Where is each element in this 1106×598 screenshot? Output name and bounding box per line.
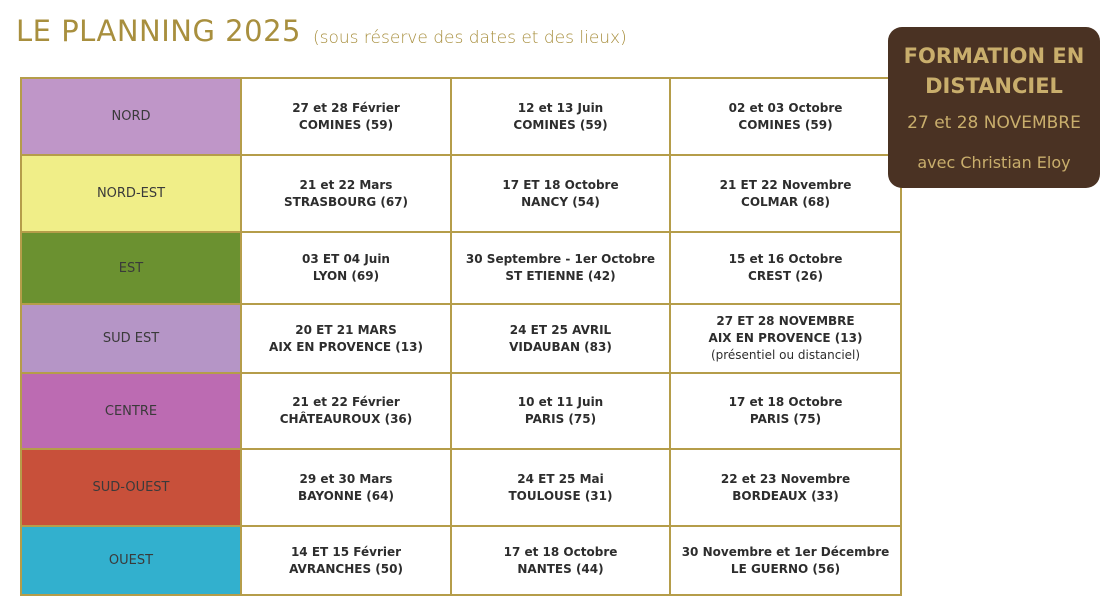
session-place: STRASBOURG (67) xyxy=(283,194,409,209)
region-row xyxy=(21,155,901,232)
session-place: AIX EN PROVENCE (13) xyxy=(269,339,423,354)
session-date: 27 et 28 Février xyxy=(292,100,400,115)
session-cell xyxy=(670,526,901,595)
session-date: 20 ET 21 MARS xyxy=(295,322,397,337)
session-cell xyxy=(670,449,901,526)
badge-heading-line2: DISTANCIEL xyxy=(925,74,1063,98)
session-date: 30 Novembre et 1er Décembre xyxy=(681,544,890,559)
session-date: 17 et 18 Octobre xyxy=(503,544,618,559)
session-date: 17 ET 18 Octobre xyxy=(502,177,619,192)
session-cell xyxy=(451,155,670,232)
planning-table xyxy=(20,77,902,596)
session-cell xyxy=(241,155,451,232)
session-place: NANTES (44) xyxy=(517,561,604,576)
session-place: LYON (69) xyxy=(312,269,380,283)
region-row xyxy=(21,449,901,526)
region-label: CENTRE xyxy=(21,373,241,449)
session-place: AVRANCHES (50) xyxy=(289,561,403,576)
region-label: EST xyxy=(21,232,241,304)
session-date: 14 ET 15 Février xyxy=(290,544,402,559)
region-row xyxy=(21,373,901,449)
session-date: 15 et 16 Octobre xyxy=(728,252,843,266)
session-date: 12 et 13 Juin xyxy=(517,100,604,115)
session-place: BAYONNE (64) xyxy=(298,488,394,503)
region-label: SUD-OUEST xyxy=(21,449,241,526)
session-date: 21 ET 22 Novembre xyxy=(719,177,852,192)
session-cell xyxy=(451,526,670,595)
region-row xyxy=(21,232,901,304)
session-cell xyxy=(241,78,451,155)
session-date: 29 et 30 Mars xyxy=(299,471,393,486)
session-cell xyxy=(670,78,901,155)
session-place: COLMAR (68) xyxy=(741,194,830,209)
session-date: 22 et 23 Novembre xyxy=(720,471,851,486)
region-row xyxy=(21,78,901,155)
session-cell xyxy=(451,373,670,449)
region-label: SUD EST xyxy=(21,304,241,373)
session-date: 21 et 22 Février xyxy=(292,395,400,409)
region-row xyxy=(21,304,901,373)
badge-trainer: avec Christian Eloy xyxy=(917,153,1071,172)
region-label: NORD xyxy=(21,78,241,155)
session-date: 24 ET 25 AVRIL xyxy=(509,322,612,337)
session-place: ST ETIENNE (42) xyxy=(505,269,616,283)
session-note: (présentiel ou distanciel) xyxy=(710,348,861,362)
session-cell xyxy=(670,232,901,304)
session-place: TOULOUSE (31) xyxy=(508,488,613,503)
session-cell xyxy=(241,373,451,449)
session-date: 24 ET 25 Mai xyxy=(517,471,604,486)
region-label: OUEST xyxy=(21,526,241,595)
session-place: PARIS (75) xyxy=(749,412,822,426)
session-cell xyxy=(451,78,670,155)
session-place: COMINES (59) xyxy=(738,117,833,132)
session-cell xyxy=(241,449,451,526)
session-date: 17 et 18 Octobre xyxy=(728,395,843,409)
session-cell xyxy=(241,232,451,304)
session-date: 27 ET 28 NOVEMBRE xyxy=(716,314,855,328)
session-cell xyxy=(670,304,901,373)
page-title: LE PLANNING 2025 xyxy=(16,14,301,48)
distance-training-badge xyxy=(888,27,1100,188)
session-place: LE GUERNO (56) xyxy=(730,561,841,576)
session-cell xyxy=(451,449,670,526)
session-place: BORDEAUX (33) xyxy=(732,488,839,503)
session-cell xyxy=(670,155,901,232)
badge-heading-line1: FORMATION EN xyxy=(903,44,1085,68)
page-subtitle: (sous réserve des dates et des lieux) xyxy=(313,28,627,48)
session-place: PARIS (75) xyxy=(524,412,597,426)
session-cell xyxy=(451,304,670,373)
session-place: VIDAUBAN (83) xyxy=(509,339,612,354)
session-place: CREST (26) xyxy=(748,269,823,283)
session-place: COMINES (59) xyxy=(298,117,394,132)
region-row xyxy=(21,526,901,595)
session-date: 03 ET 04 Juin xyxy=(302,252,390,266)
session-date: 02 et 03 Octobre xyxy=(728,100,843,115)
region-label: NORD-EST xyxy=(21,155,241,232)
session-date: 10 et 11 Juin xyxy=(517,395,604,409)
session-date: 21 et 22 Mars xyxy=(299,177,393,192)
session-place: CHÂTEAUROUX (36) xyxy=(279,412,413,426)
session-place: AIX EN PROVENCE (13) xyxy=(708,331,863,345)
badge-date: 27 et 28 NOVEMBRE xyxy=(907,113,1081,133)
badge-heading xyxy=(888,41,1100,101)
session-cell xyxy=(451,232,670,304)
session-cell xyxy=(241,526,451,595)
session-cell xyxy=(670,373,901,449)
session-place: NANCY (54) xyxy=(521,194,600,209)
session-date: 30 Septembre - 1er Octobre xyxy=(465,252,656,266)
session-cell xyxy=(241,304,451,373)
session-place: COMINES (59) xyxy=(513,117,608,132)
